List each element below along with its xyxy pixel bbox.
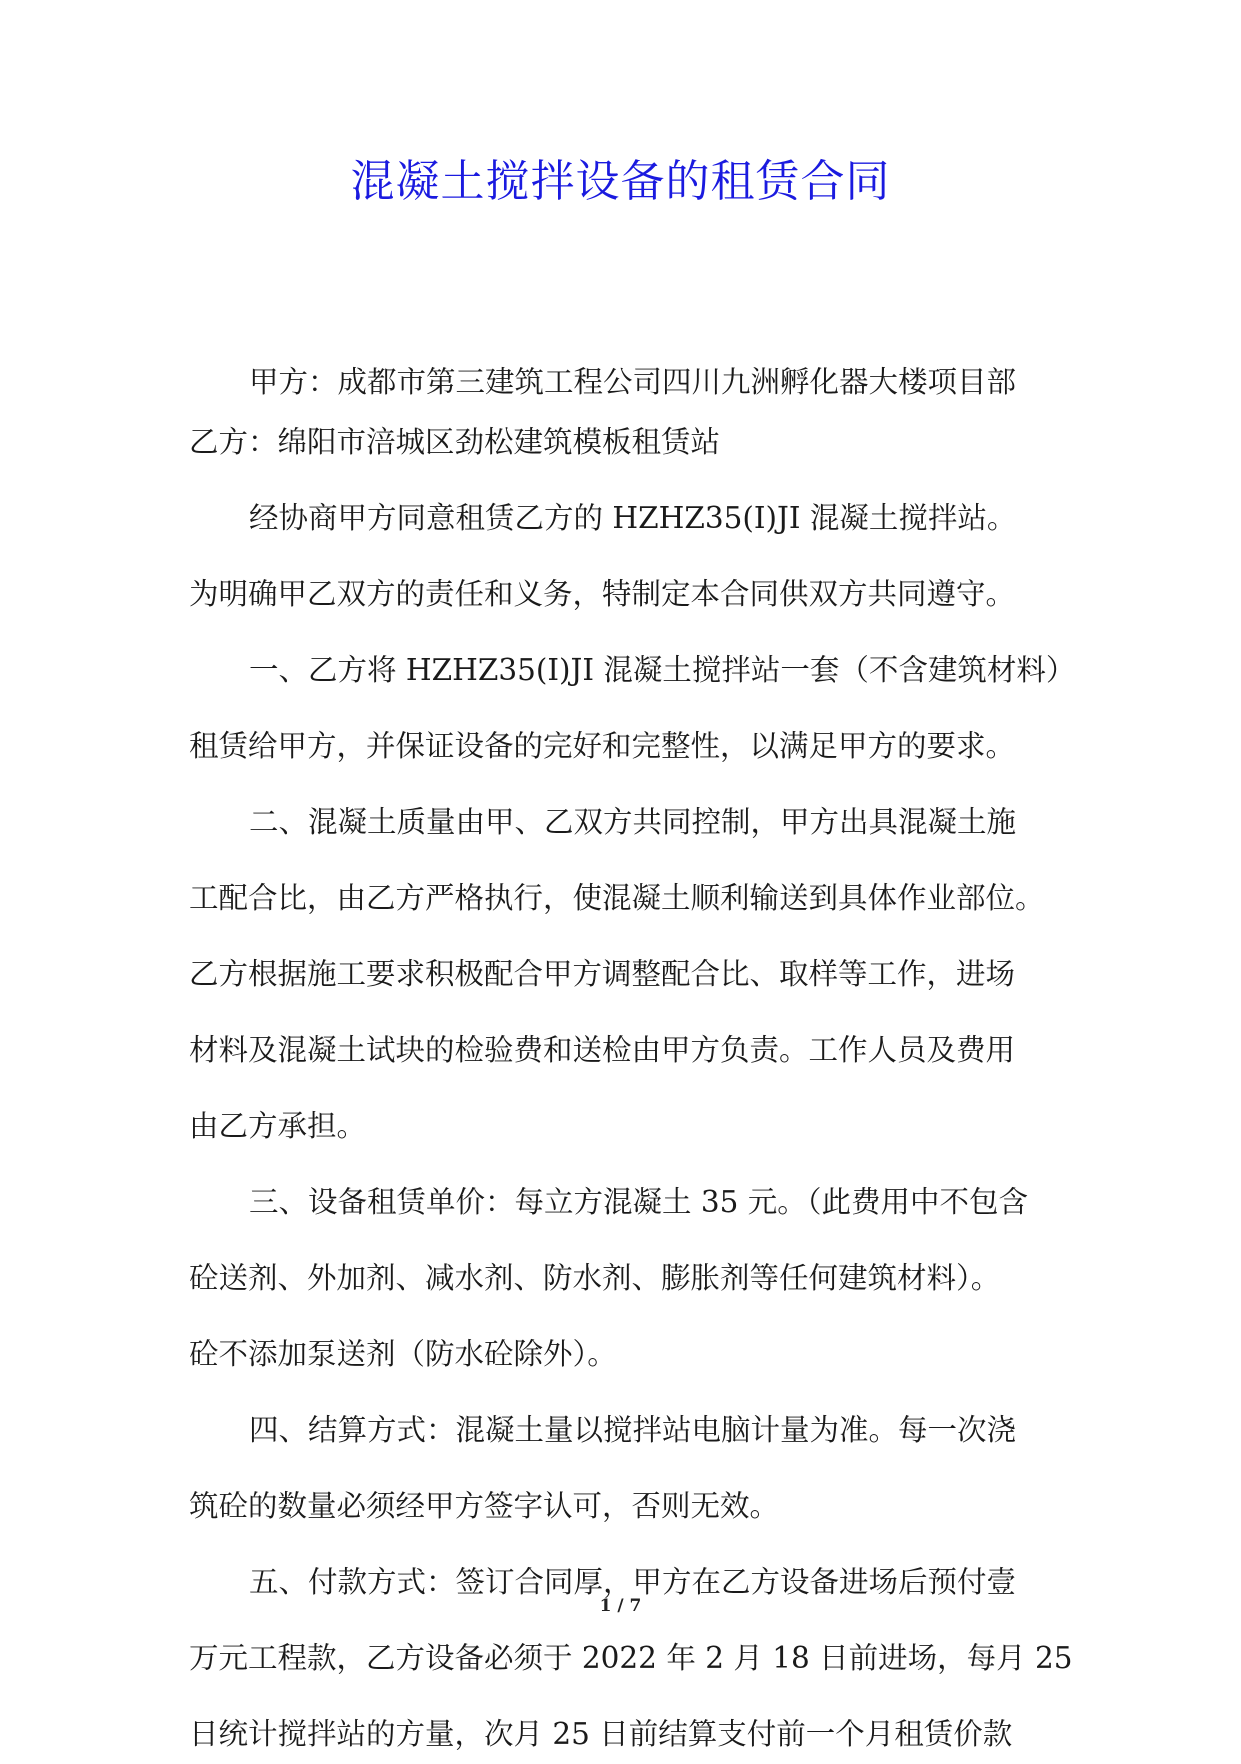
clause-2-line: 乙方根据施工要求积极配合甲方调整配合比、取样等工作，进场: [189, 957, 1016, 991]
paragraph-line: 为明确甲乙双方的责任和义务，特制定本合同供双方共同遵守。: [189, 577, 1016, 611]
document-title: 混凝土搅拌设备的租赁合同: [350, 156, 891, 207]
clause-5-line: 万元工程款，乙方设备必须于 2022 年 2 月 18 日前进场，每月 25: [189, 1641, 1073, 1675]
clause-2-line: 工配合比，由乙方严格执行，使混凝土顺利输送到具体作业部位。: [189, 881, 1045, 915]
clause-3-line: 砼送剂、外加剂、减水剂、防水剂、膨胀剂等任何建筑材料）。: [189, 1261, 1001, 1295]
paragraph-line: 经协商甲方同意租赁乙方的 HZHZ35(I)JI 混凝土搅拌站。: [249, 501, 1017, 535]
document-body: [189, 352, 1076, 1764]
party-b-line: 乙方：绵阳市涪城区劲松建筑模板租赁站: [189, 425, 721, 459]
clause-4-line: 四、结算方式：混凝土量以搅拌站电脑计量为准。每一次浇: [249, 1413, 1017, 1447]
clause-2-line: 材料及混凝土试块的检验费和送检由甲方负责。工作人员及费用: [189, 1033, 1016, 1067]
clause-2-line: 由乙方承担。: [189, 1109, 367, 1143]
clause-2-line: 二、混凝土质量由甲、乙双方共同控制，甲方出具混凝土施: [249, 805, 1017, 839]
clause-3-line: 砼不添加泵送剂（防水砼除外）。: [189, 1337, 617, 1371]
clause-5-line: 五、付款方式：签订合同厚，甲方在乙方设备进场后预付壹: [249, 1565, 1017, 1599]
party-a-line: 甲方：成都市第三建筑工程公司四川九洲孵化器大楼项目部: [249, 365, 1017, 399]
page-number: 1 / 7: [599, 1596, 642, 1616]
clause-1-line: 一、乙方将 HZHZ35(I)JI 混凝土搅拌站一套（不含建筑材料）: [249, 653, 1076, 687]
clause-5-line: 日统计搅拌站的方量，次月 25 日前结算支付前一个月租赁价款: [189, 1717, 1013, 1751]
clause-1-line: 租赁给甲方，并保证设备的完好和完整性，以满足甲方的要求。: [189, 729, 1016, 763]
clause-3-line: 三、设备租赁单价：每立方混凝土 35 元。（此费用中不包含: [249, 1185, 1029, 1219]
clause-4-line: 筑砼的数量必须经甲方签字认可，否则无效。: [189, 1489, 780, 1523]
